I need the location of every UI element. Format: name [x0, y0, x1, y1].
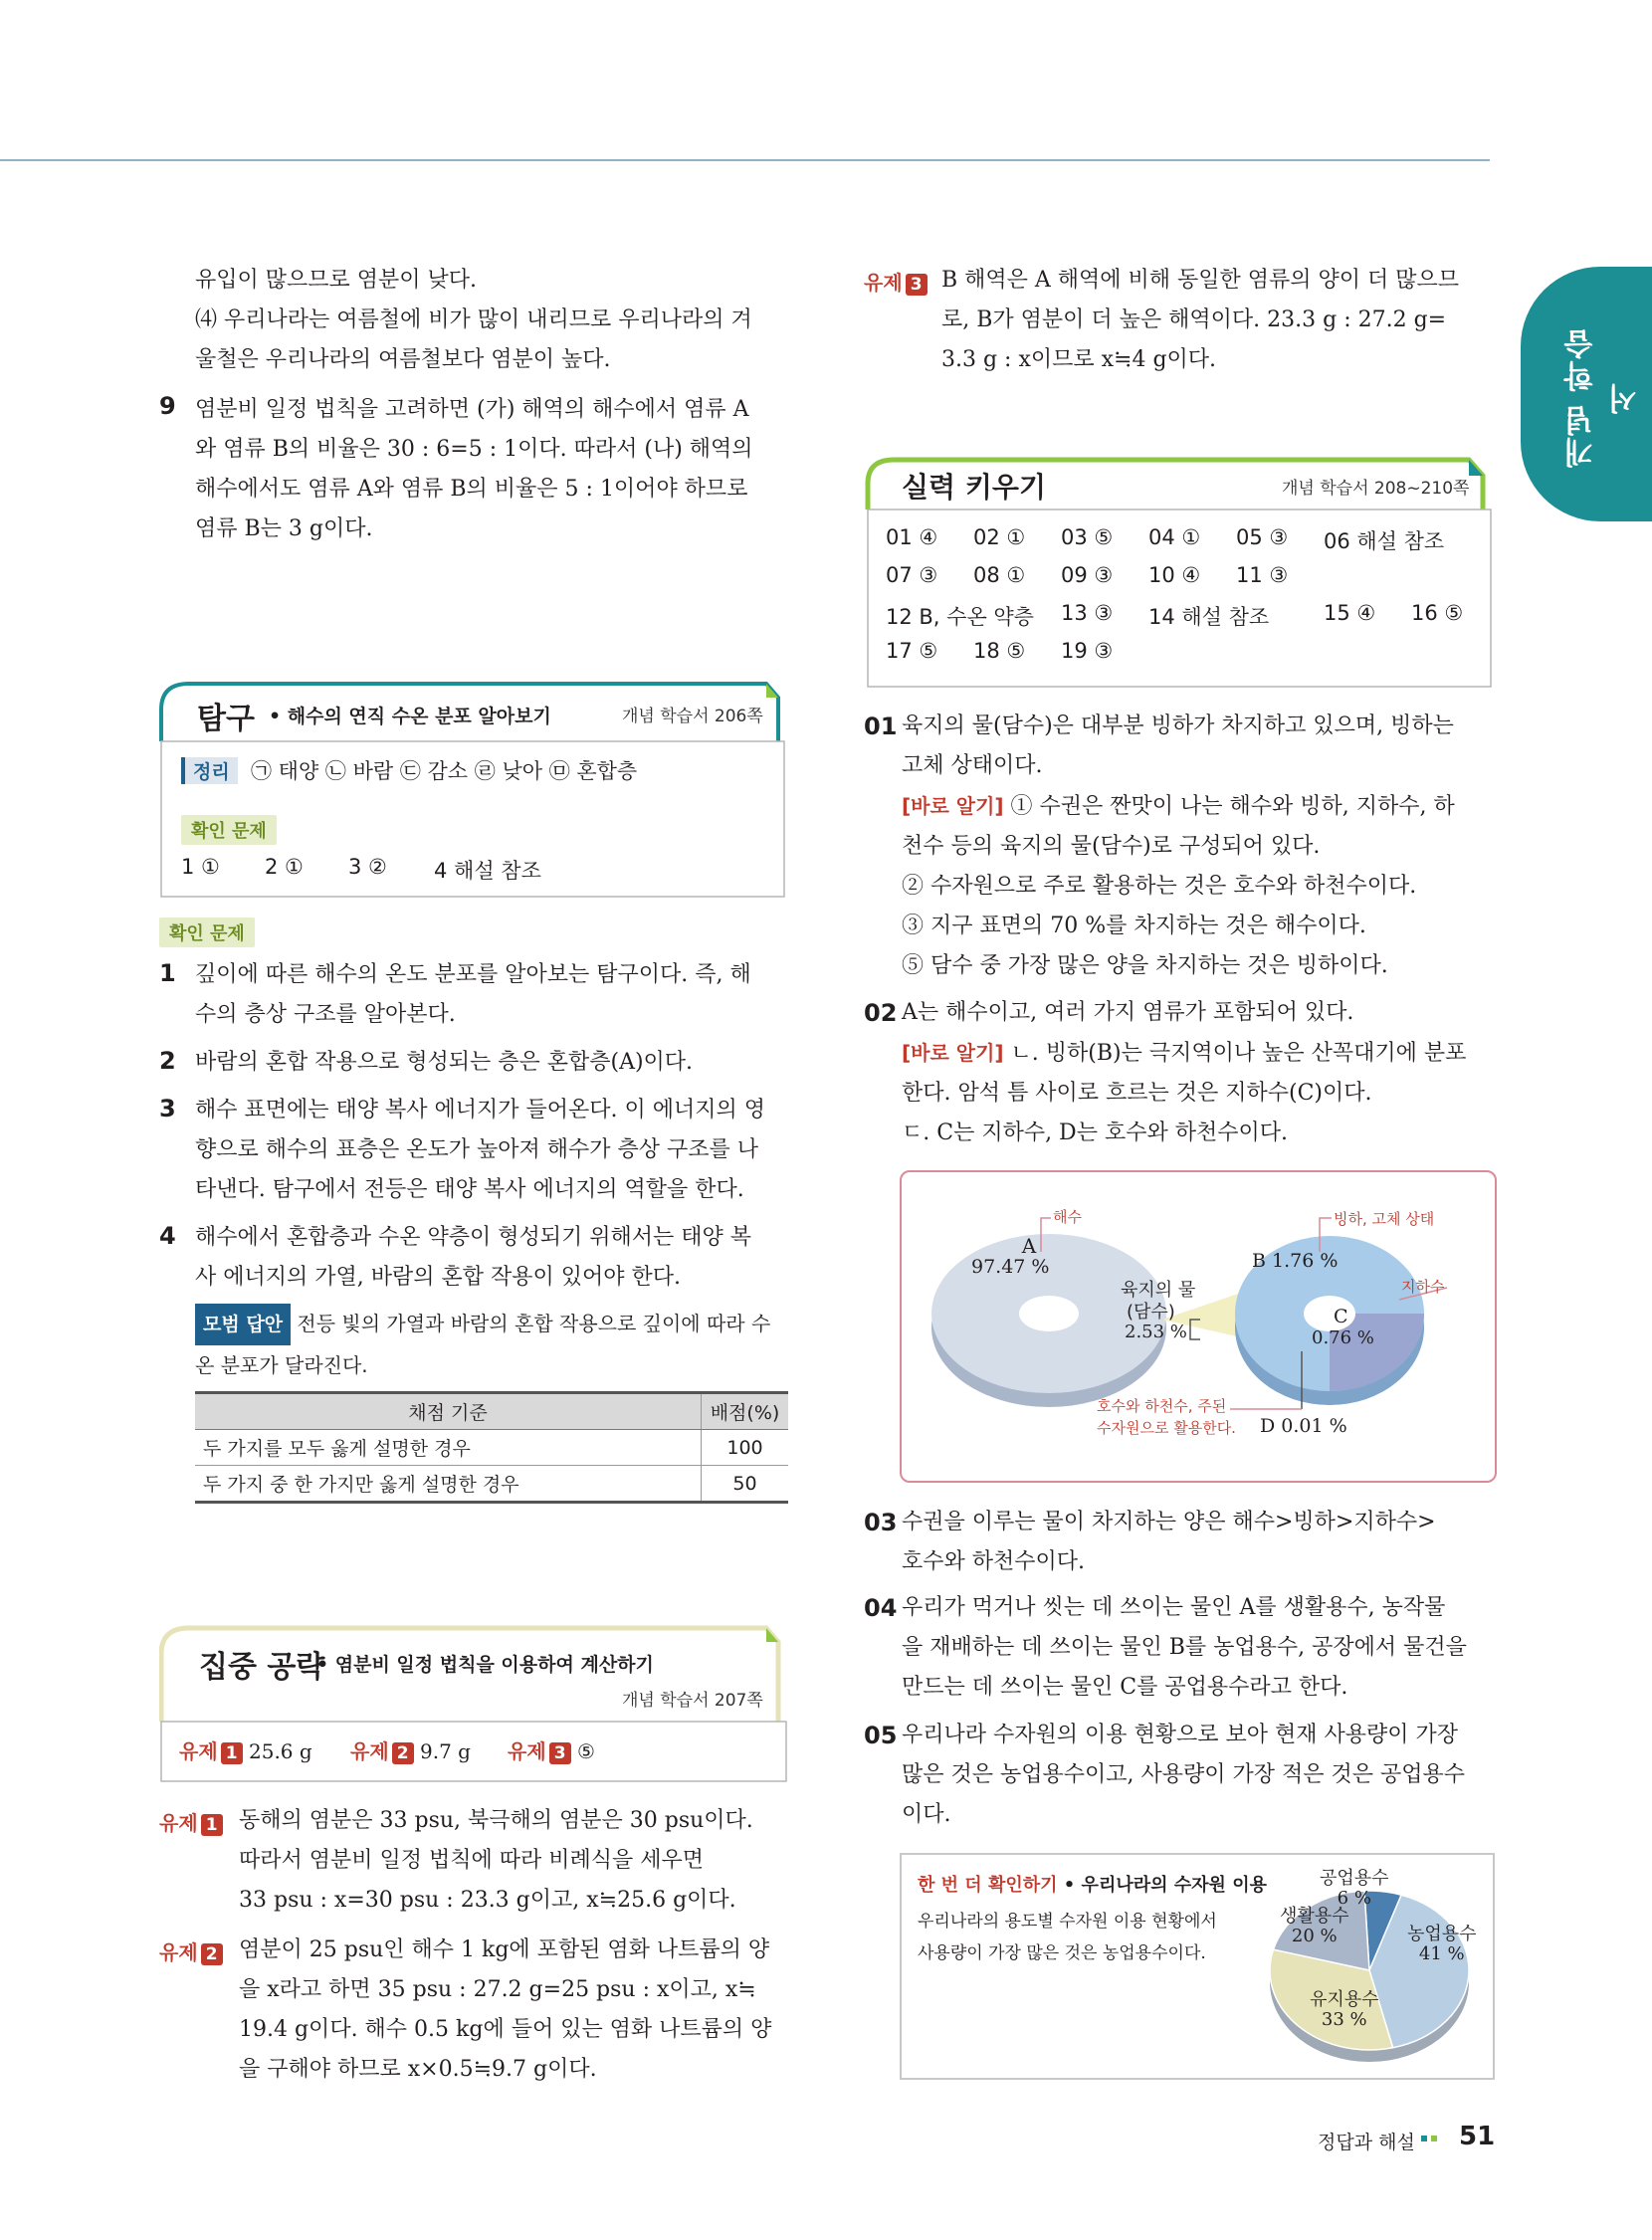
question-number: 2	[159, 1047, 176, 1075]
land-water-label: 육지의 물	[1121, 1280, 1196, 1301]
answer-item: 08 ①	[973, 563, 1026, 587]
check-label-2: 확인 문제	[159, 917, 255, 947]
top-rule	[0, 159, 1490, 161]
pie-label-domestic	[1280, 1907, 1349, 1946]
A-label: A	[1021, 1234, 1037, 1258]
more-check-title-black: • 우리나라의 수자원 이용	[1057, 1875, 1267, 1896]
groundwater-label: 지하수	[1401, 1278, 1445, 1296]
slice-pct: 41 %	[1418, 1943, 1465, 1964]
question-number: 4	[159, 1222, 176, 1250]
text-line: 로, B가 염분이 더 높은 해역이다. 23.3 g : 27.2 g=	[941, 307, 1447, 332]
text-line: 해수에서 혼합층과 수온 약층이 형성되기 위해서는 태양 복	[195, 1225, 752, 1250]
text-line: 한다. 암석 틈 사이로 흐르는 것은 지하수(C)이다.	[902, 1081, 1372, 1106]
check-1	[195, 955, 792, 1035]
check-label: 확인 문제	[181, 815, 277, 845]
table-cell: 두 가지 중 한 가지만 옳게 설명한 경우	[195, 1466, 702, 1503]
answer-item: 18 ⑤	[973, 639, 1026, 663]
answer-01	[902, 707, 1499, 986]
answer-item: 02 ①	[973, 525, 1026, 549]
text-line: 온 분포가 달라진다.	[195, 1353, 368, 1377]
footer-label: 정답과 해설	[1318, 2132, 1415, 2153]
pie-label-agricultural	[1407, 1925, 1477, 1964]
answer-item: 14 해설 참조	[1148, 605, 1270, 629]
question-number: 03	[864, 1509, 898, 1536]
text-line: 수의 층상 구조를 알아본다.	[195, 1002, 456, 1027]
jipjung-title: 집중 공략	[199, 1650, 325, 1685]
text-line: 전등 빛의 가열과 바람의 혼합 작용으로 깊이에 따라 수	[297, 1312, 771, 1335]
tamgu-answer: 4 해설 참조	[434, 859, 541, 883]
question-number: 05	[864, 1722, 898, 1749]
seawater-label: 해수	[1053, 1208, 1082, 1226]
answer-item: 10 ④	[1148, 563, 1201, 587]
yuje-number: 3	[549, 1742, 571, 1764]
text-line: 따라서 염분비 일정 법칙에 따라 비례식을 세우면	[239, 1848, 705, 1873]
text-line: ㄴ. 빙하(B)는 극지역이나 높은 산꼭대기에 분포	[1010, 1041, 1467, 1066]
tamgu-answer: 2 ①	[265, 855, 304, 879]
text-line: 울철은 우리나라의 여름철보다 염분이 높다.	[195, 347, 611, 372]
answer-02	[902, 993, 1499, 1153]
yuje-label: 유제	[508, 1739, 546, 1763]
slice-pct: 6 %	[1337, 1888, 1371, 1909]
answer-item: 01 ④	[886, 525, 938, 549]
table-cell: 50	[702, 1466, 789, 1503]
answer-item: 19 ③	[1061, 639, 1114, 663]
pie-label-industrial	[1320, 1869, 1389, 1909]
text-line: 타낸다. 탐구에서 전등은 태양 복사 에너지의 역할을 한다.	[195, 1177, 744, 1202]
slice-pct: 20 %	[1291, 1926, 1338, 1946]
question-number: 01	[864, 713, 898, 740]
lake-note-2: 수자원으로 활용한다.	[1097, 1419, 1236, 1437]
jipjung-answer	[179, 1735, 312, 1764]
text-line: 우리가 먹거나 씻는 데 쓰이는 물인 A를 생활용수, 농작물	[902, 1595, 1446, 1620]
yuje-3	[941, 261, 1499, 380]
text-line: 염류 B는 3 g이다.	[195, 516, 373, 541]
question-number: 9	[159, 392, 176, 420]
answer-item: 17 ⑤	[886, 639, 938, 663]
jipjung-subtitle: • 염분비 일정 법칙을 이용하여 계산하기	[316, 1654, 654, 1676]
yuje-label: 유제	[350, 1739, 389, 1763]
answer-item: 12 B, 수온 약층	[886, 605, 1034, 629]
table-header: 채점 기준	[195, 1393, 702, 1430]
jeongri-label: 정리	[181, 757, 238, 784]
more-check-title	[918, 1871, 1267, 1897]
model-answer	[195, 1304, 792, 1385]
D-label: D 0.01 %	[1260, 1415, 1347, 1437]
tamgu-answer: 3 ②	[348, 855, 387, 879]
table-row	[195, 1430, 788, 1466]
tamgu-ref: 개념 학습서 206쪽	[622, 707, 763, 726]
text-line: 향으로 해수의 표층은 온도가 높아져 해수가 층상 구조를 나	[195, 1137, 758, 1162]
text-line: 해수 표면에는 태양 복사 에너지가 들어온다. 이 에너지의 영	[195, 1098, 765, 1122]
yuje-number: 2	[392, 1742, 414, 1764]
tamgu-answer: 1 ①	[181, 855, 220, 879]
text-line: A는 해수이고, 여러 가지 염류가 포함되어 있다.	[902, 1000, 1354, 1025]
answer-9	[195, 390, 792, 549]
answer-item: 03 ⑤	[1061, 525, 1114, 549]
answer-03	[902, 1503, 1499, 1582]
text-line: 이다.	[902, 1802, 951, 1827]
text-line: 염분이 25 psu인 해수 1 kg에 포함된 염화 나트륨의 양	[239, 1937, 770, 1962]
baro-label: [바로 알기]	[902, 794, 1004, 818]
question-number: 02	[864, 999, 898, 1027]
answer-04	[902, 1588, 1499, 1708]
yuje-value: 25.6 g	[249, 1739, 312, 1763]
text-line: 바람의 혼합 작용으로 형성되는 층은 혼합층(A)이다.	[195, 1050, 694, 1075]
A-percent: 97.47 %	[971, 1256, 1050, 1278]
check-2	[195, 1043, 792, 1083]
table-header: 배점(%)	[702, 1393, 789, 1430]
text-line: ① 수권은 짠맛이 나는 해수와 빙하, 지하수, 하	[1010, 794, 1455, 819]
jipjung-answer	[508, 1735, 595, 1764]
text-line: B 해역은 A 해역에 비해 동일한 염류의 양이 더 많으므	[941, 268, 1460, 293]
text-line: 많은 것은 농업용수이고, 사용량이 가장 적은 것은 공업용수	[902, 1762, 1465, 1787]
jeongri-text: ㉠ 태양 ㉡ 바람 ㉢ 감소 ㉣ 낮아 ㉤ 혼합층	[251, 759, 638, 783]
text-line: 고체 상태이다.	[902, 753, 1043, 778]
yuje-number: 1	[201, 1814, 223, 1836]
check-4	[195, 1218, 792, 1298]
answer-05	[902, 1716, 1499, 1835]
B-label: B 1.76 %	[1252, 1250, 1339, 1272]
answer-item: 05 ③	[1236, 525, 1289, 549]
slice-name: 농업용수	[1407, 1924, 1477, 1944]
silryeok-ref: 개념 학습서 208~210쪽	[1282, 479, 1470, 499]
answer-item: 04 ①	[1148, 525, 1201, 549]
text-line: 을 x라고 하면 35 psu : 27.2 g=25 psu : x이고, x≒	[239, 1977, 756, 2002]
slice-name: 공업용수	[1320, 1868, 1389, 1889]
text-line: ⑤ 담수 중 가장 많은 양을 차지하는 것은 빙하이다.	[902, 953, 1388, 978]
answer-item: 15 ④	[1324, 601, 1376, 625]
yuje-2	[239, 1931, 796, 2090]
slice-name: 생활용수	[1280, 1906, 1349, 1927]
slice-pct: 33 %	[1321, 2009, 1367, 2030]
yuje-label: 유제	[179, 1739, 218, 1763]
question-number: 3	[159, 1095, 176, 1122]
table-cell: 두 가지를 모두 옳게 설명한 경우	[195, 1430, 702, 1466]
text-line: 33 psu : x=30 psu : 23.3 g이고, x≒25.6 g이다.	[239, 1888, 736, 1913]
C-percent: 0.76 %	[1312, 1327, 1374, 1348]
yuje-number: 2	[201, 1943, 223, 1965]
text-line: 우리나라 수자원의 이용 현황으로 보아 현재 사용량이 가장	[902, 1723, 1459, 1747]
answer-item: 09 ③	[1061, 563, 1114, 587]
yuje-2-label	[159, 1936, 223, 1965]
answer-item: 07 ③	[886, 563, 938, 587]
yuje-value: 9.7 g	[420, 1739, 471, 1763]
answer-item: 16 ⑤	[1411, 601, 1464, 625]
silryeok-box	[864, 454, 1493, 689]
check-3	[195, 1091, 792, 1210]
tamgu-title: 탐구	[197, 702, 255, 736]
yuje-label: 유제	[159, 1811, 198, 1835]
water-distribution-diagram	[900, 1170, 1497, 1483]
text-line: 유입이 많으므로 염분이 낮다.	[195, 268, 477, 293]
text-line: 을 구해야 하므로 x×0.5≒9.7 g이다.	[239, 2057, 597, 2082]
text-line: 동해의 염분은 33 psu, 북극해의 염분은 30 psu이다.	[239, 1808, 753, 1833]
tamgu-subtitle: • 해수의 연직 수온 분포 알아보기	[269, 706, 551, 727]
model-answer-label: 모범 답안	[195, 1304, 291, 1345]
score-table	[195, 1391, 788, 1504]
lake-note-1: 호수와 하천수, 주된	[1097, 1397, 1227, 1415]
text-line: 19.4 g이다. 해수 0.5 kg에 들어 있는 염화 나트륨의 양	[239, 2017, 772, 2042]
side-tab-label: 개념 학습서	[1564, 327, 1643, 469]
answer-item: 11 ③	[1236, 563, 1289, 587]
table-row	[195, 1466, 788, 1503]
text-line: ③ 지구 표면의 70 %를 차지하는 것은 해수이다.	[902, 914, 1366, 938]
question-number: 04	[864, 1594, 898, 1622]
page-number: 51	[1459, 2122, 1496, 2151]
text-line: 을 재배하는 데 쓰이는 물인 B를 농업용수, 공장에서 물건을	[902, 1635, 1467, 1660]
land-water-label-2: (담수)	[1127, 1302, 1175, 1323]
question-number: 1	[159, 959, 176, 987]
answer-item: 13 ③	[1061, 601, 1114, 625]
text-line: 만드는 데 쓰이는 물인 C를 공업용수라고 한다.	[902, 1675, 1348, 1700]
text-line: 3.3 g : x이므로 x≒4 g이다.	[941, 347, 1217, 372]
C-label: C	[1334, 1306, 1348, 1327]
ice-label: 빙하, 고체 상태	[1334, 1210, 1435, 1228]
jipjung-ref: 개념 학습서 207쪽	[622, 1691, 763, 1711]
pie-label-maintenance	[1310, 1990, 1379, 2030]
text-line: 깊이에 따른 해수의 온도 분포를 알아보는 탐구이다. 즉, 해	[195, 962, 751, 987]
text-line: 수권을 이루는 물이 차지하는 양은 해수>빙하>지하수>	[902, 1510, 1436, 1534]
text-line: 와 염류 B의 비율은 30 : 6=5 : 1이다. 따라서 (나) 해역의	[195, 437, 753, 462]
jipjung-answer	[350, 1735, 471, 1764]
text-line: 해수에서도 염류 A와 염류 B의 비율은 5 : 1이어야 하므로	[195, 477, 748, 502]
more-check-box	[900, 1853, 1495, 2080]
table-cell: 100	[702, 1430, 789, 1466]
text-line: 염분비 일정 법칙을 고려하면 (가) 해역의 해수에서 염류 A	[195, 397, 749, 422]
more-check-title-red: 한 번 더 확인하기	[918, 1875, 1058, 1896]
jipjung-box	[159, 1624, 788, 1783]
yuje-label: 유제	[159, 1940, 198, 1964]
yuje-number: 3	[906, 274, 928, 296]
yuje-number: 1	[221, 1742, 243, 1764]
yuje-1	[239, 1801, 796, 1921]
text-line: 천수 등의 육지의 물(담수)로 구성되어 있다.	[902, 834, 1321, 859]
text-line: ㄷ. C는 지하수, D는 호수와 하천수이다.	[902, 1120, 1288, 1145]
silryeok-title: 실력 키우기	[902, 471, 1046, 504]
text-line: 사 에너지의 가열, 바람의 혼합 작용이 있어야 한다.	[195, 1265, 681, 1290]
yuje-label: 유제	[864, 271, 903, 295]
yuje-3-label	[864, 267, 928, 296]
yuje-value: ⑤	[577, 1739, 595, 1763]
answer-item: 06 해설 참조	[1324, 529, 1445, 553]
text-line: 육지의 물(담수)은 대부분 빙하가 차지하고 있으며, 빙하는	[902, 713, 1454, 738]
text-line: ② 수자원으로 주로 활용하는 것은 호수와 하천수이다.	[902, 874, 1417, 899]
baro-label: [바로 알기]	[902, 1041, 1004, 1065]
tamgu-box	[159, 680, 786, 899]
yuje-1-label	[159, 1807, 223, 1836]
text-line: 호수와 하천수이다.	[902, 1549, 1086, 1574]
more-check-text: 우리나라의 용도별 수자원 이용 현황에서	[918, 1912, 1217, 1932]
land-water-percent: 2.53 %	[1125, 1322, 1187, 1342]
slice-name: 유지용수	[1310, 1989, 1379, 2010]
more-check-text: 사용량이 가장 많은 것은 농업용수이다.	[918, 1943, 1206, 1963]
footer-dot	[1421, 2136, 1427, 2141]
footer-dot	[1431, 2136, 1437, 2141]
continued-text	[195, 261, 792, 380]
text-line: ⑷ 우리나라는 여름철에 비가 많이 내리므로 우리나라의 겨	[195, 307, 752, 332]
